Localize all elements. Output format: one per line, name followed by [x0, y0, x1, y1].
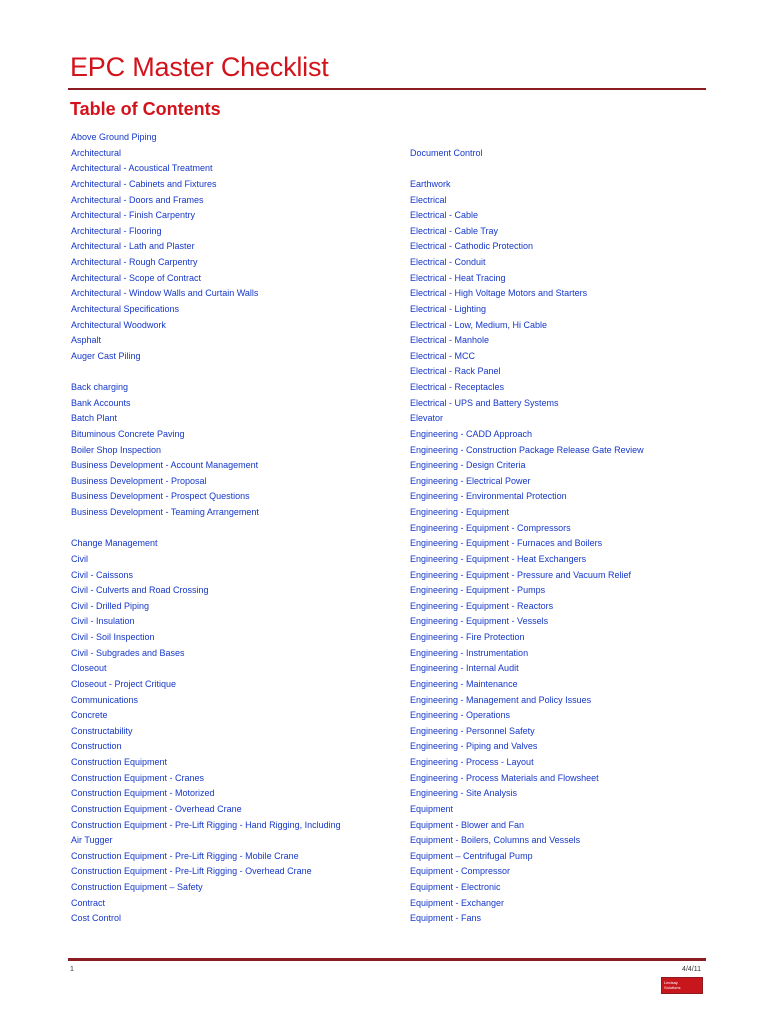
- toc-link[interactable]: Architectural Specifications: [71, 303, 180, 314]
- toc-link[interactable]: Bituminous Concrete Paving: [71, 428, 185, 439]
- toc-link[interactable]: Engineering - Process Materials and Flowsheet: [410, 772, 599, 783]
- toc-link[interactable]: Construction Equipment - Cranes: [71, 772, 205, 783]
- toc-link[interactable]: Constructability: [71, 725, 133, 736]
- toc-link[interactable]: Architectural - Rough Carpentry: [71, 257, 198, 267]
- toc-link[interactable]: Contract: [71, 897, 106, 908]
- toc-link[interactable]: Electrical - Lighting: [410, 303, 487, 314]
- toc-link[interactable]: Engineering - Equipment - Reactors: [410, 600, 554, 611]
- toc-spacer: [71, 521, 341, 537]
- toc-link[interactable]: Engineering - Design Criteria: [410, 460, 526, 471]
- toc-link[interactable]: Construction Equipment - Pre-Lift Rigging - Mobile Crane: [71, 850, 299, 861]
- footer-date: 4/4/11: [682, 966, 701, 973]
- toc-link[interactable]: Electrical - Cathodic Protection: [410, 241, 534, 252]
- toc-link[interactable]: Equipment - Electronic: [410, 882, 501, 892]
- toc-link[interactable]: Electrical: [410, 194, 447, 205]
- toc-link[interactable]: Engineering - Environmental Protection: [410, 491, 567, 502]
- toc-link[interactable]: Engineering - Fire Protection: [410, 632, 525, 642]
- toc-link[interactable]: Auger Cast Piling: [71, 350, 141, 361]
- toc-link[interactable]: Electrical - MCC: [410, 350, 476, 361]
- toc-link[interactable]: Document Control: [410, 147, 483, 158]
- toc-link[interactable]: Engineering - Equipment - Pressure and Vacuum Relief: [410, 569, 631, 580]
- toc-link[interactable]: Civil - Insulation: [71, 616, 135, 627]
- toc-link[interactable]: Asphalt: [71, 335, 102, 346]
- toc-link[interactable]: Back charging: [71, 382, 129, 392]
- toc-link[interactable]: Equipment - Blower and Fan: [410, 819, 525, 830]
- toc-link[interactable]: Electrical - UPS and Battery Systems: [410, 397, 559, 408]
- toc-link[interactable]: Architectural - Flooring: [71, 225, 162, 236]
- company-logo: [661, 977, 703, 994]
- toc-link[interactable]: Engineering - Internal Audit: [410, 663, 519, 674]
- toc-link[interactable]: Equipment - Boilers, Columns and Vessels: [410, 835, 581, 846]
- toc-link[interactable]: Engineering - Equipment - Furnaces and Boilers: [410, 538, 603, 549]
- toc-link[interactable]: Engineering - Electrical Power: [410, 475, 531, 486]
- toc-link[interactable]: Electrical - Manhole: [410, 335, 490, 346]
- toc-spacer: [410, 161, 644, 177]
- toc-left-column: [71, 130, 341, 927]
- toc-link[interactable]: Construction Equipment: [71, 757, 168, 767]
- toc-link[interactable]: Civil - Soil Inspection: [71, 632, 155, 642]
- toc-link[interactable]: Civil - Caissons: [71, 569, 134, 580]
- logo-line: Lindsay: [664, 980, 678, 985]
- toc-link[interactable]: Architectural: [71, 147, 122, 158]
- toc-link[interactable]: Civil: [71, 553, 88, 564]
- toc-link[interactable]: Above Ground Piping: [71, 132, 157, 142]
- logo-line: Solutions: [664, 985, 681, 990]
- toc-spacer: [410, 130, 644, 146]
- toc-link[interactable]: Engineering - Maintenance: [410, 678, 518, 689]
- toc-link[interactable]: Engineering - Equipment - Vessels: [410, 616, 549, 627]
- toc-link[interactable]: Equipment - Compressor: [410, 866, 511, 877]
- toc-link[interactable]: Civil - Subgrades and Bases: [71, 647, 185, 658]
- toc-link[interactable]: Equipment - Fans: [410, 913, 482, 924]
- toc-link[interactable]: Engineering - Equipment: [410, 507, 510, 517]
- toc-link[interactable]: Architectural - Doors and Frames: [71, 194, 204, 205]
- toc-link[interactable]: Engineering - Site Analysis: [410, 788, 518, 799]
- toc-link[interactable]: Boiler Shop Inspection: [71, 444, 162, 455]
- toc-link[interactable]: Business Development - Teaming Arrangement: [71, 507, 259, 517]
- toc-link[interactable]: Elevator: [410, 413, 444, 424]
- toc-link[interactable]: Cost Control: [71, 913, 122, 924]
- toc-link[interactable]: Equipment - Exchanger: [410, 897, 505, 908]
- toc-link[interactable]: Equipment: [410, 803, 454, 814]
- toc-link[interactable]: Closeout: [71, 663, 107, 674]
- toc-link[interactable]: Civil - Culverts and Road Crossing: [71, 585, 209, 596]
- toc-link[interactable]: Electrical - Receptacles: [410, 382, 505, 392]
- toc-link[interactable]: Architectural - Scope of Contract: [71, 272, 202, 283]
- toc-heading: Table of Contents: [70, 99, 221, 119]
- toc-link[interactable]: Architectural Woodwork: [71, 319, 166, 330]
- toc-link[interactable]: Construction Equipment - Pre-Lift Rigging - Overhead Crane: [71, 866, 312, 877]
- toc-link[interactable]: Engineering - Equipment - Heat Exchangers: [410, 553, 587, 564]
- toc-link[interactable]: Engineering - Personnel Safety: [410, 725, 535, 736]
- toc-link[interactable]: Earthwork: [410, 178, 451, 189]
- toc-link[interactable]: Business Development - Prospect Questions: [71, 491, 250, 502]
- toc-link[interactable]: Change Management: [71, 538, 158, 549]
- toc-link[interactable]: Construction: [71, 741, 122, 752]
- toc-link[interactable]: Electrical - Cable Tray: [410, 225, 499, 236]
- toc-link[interactable]: Engineering - Equipment - Pumps: [410, 585, 546, 596]
- toc-spacer: [71, 364, 341, 380]
- toc-link[interactable]: Batch Plant: [71, 413, 118, 424]
- toc-link[interactable]: Construction Equipment - Pre-Lift Rigging - Hand Rigging, Including: [71, 819, 341, 830]
- toc-link[interactable]: Engineering - Process - Layout: [410, 757, 534, 767]
- toc-link[interactable]: Civil - Drilled Piping: [71, 600, 150, 611]
- page-number: 1: [70, 966, 74, 973]
- toc-link[interactable]: Engineering - Management and Policy Issues: [410, 694, 592, 705]
- toc-link[interactable]: Construction Equipment - Overhead Crane: [71, 803, 242, 814]
- toc-link[interactable]: Concrete: [71, 710, 108, 721]
- toc-link[interactable]: Electrical - Cable: [410, 210, 479, 221]
- toc-link[interactable]: Electrical - Rack Panel: [410, 366, 501, 377]
- toc-link[interactable]: Bank Accounts: [71, 397, 131, 408]
- toc-link[interactable]: Architectural - Window Walls and Curtain Walls: [71, 288, 259, 299]
- toc-link[interactable]: Electrical - Conduit: [410, 257, 486, 267]
- toc-link[interactable]: Engineering - Piping and Valves: [410, 741, 538, 752]
- toc-link[interactable]: Engineering - CADD Approach: [410, 428, 533, 439]
- toc-link[interactable]: Architectural - Lath and Plaster: [71, 241, 195, 252]
- toc-link[interactable]: Equipment – Centrifugal Pump: [410, 850, 533, 861]
- toc-link[interactable]: Engineering - Operations: [410, 710, 511, 721]
- toc-link[interactable]: Closeout - Project Critique: [71, 678, 177, 689]
- toc-link[interactable]: Electrical - High Voltage Motors and Starters: [410, 288, 588, 299]
- toc-link[interactable]: Architectural - Finish Carpentry: [71, 210, 196, 221]
- toc-link[interactable]: Communications: [71, 694, 139, 705]
- toc-link[interactable]: Engineering - Equipment - Compressors: [410, 522, 571, 533]
- toc-link[interactable]: Architectural - Cabinets and Fixtures: [71, 178, 217, 189]
- toc-link[interactable]: Business Development - Proposal: [71, 475, 207, 486]
- toc-link[interactable]: Engineering - Construction Package Release Gate Review: [410, 444, 644, 455]
- toc-link[interactable]: Electrical - Heat Tracing: [410, 272, 506, 283]
- toc-right-column: [410, 130, 644, 927]
- footer-divider: [68, 958, 706, 961]
- toc-link[interactable]: Business Development - Account Management: [71, 460, 259, 471]
- toc-link[interactable]: Construction Equipment - Motorized: [71, 788, 215, 799]
- toc-link[interactable]: Electrical - Low, Medium, Hi Cable: [410, 319, 548, 330]
- document-title: EPC Master Checklist: [70, 52, 329, 82]
- title-divider: [68, 88, 706, 90]
- toc-link[interactable]: Architectural - Acoustical Treatment: [71, 163, 213, 174]
- toc-link[interactable]: Engineering - Instrumentation: [410, 647, 529, 658]
- toc-link[interactable]: Air Tugger: [71, 835, 113, 846]
- toc-link[interactable]: Construction Equipment – Safety: [71, 882, 203, 892]
